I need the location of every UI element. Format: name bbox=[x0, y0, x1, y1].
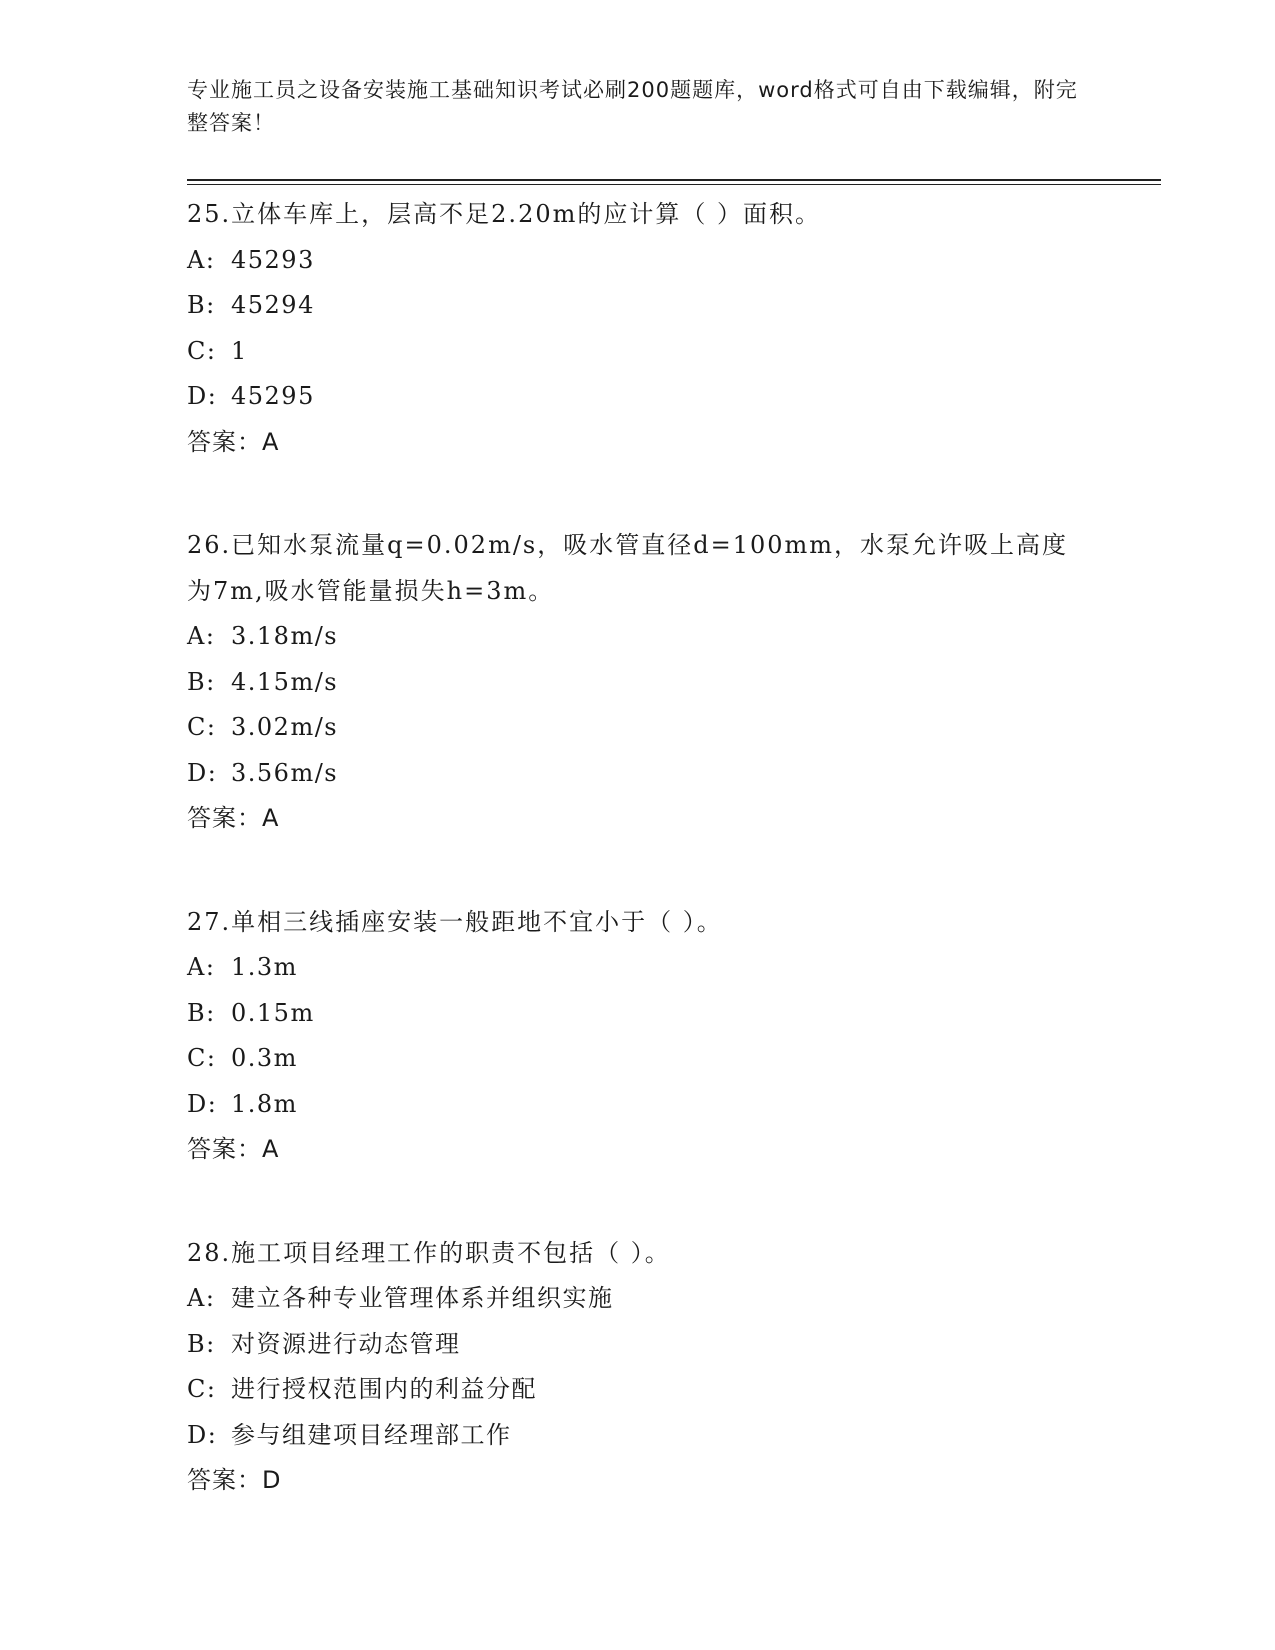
question-25 bbox=[187, 192, 1087, 465]
answer-label: 答案：A bbox=[187, 804, 280, 832]
option-key: A: bbox=[187, 622, 216, 650]
option-b bbox=[187, 283, 1087, 329]
option-text: 45294 bbox=[231, 291, 315, 319]
option-b bbox=[187, 1322, 1087, 1368]
option-c bbox=[187, 1036, 1087, 1082]
option-text: 1 bbox=[231, 336, 248, 365]
header-divider-thin bbox=[187, 184, 1161, 185]
option-text: 1.3m bbox=[231, 953, 298, 981]
option-key: B: bbox=[187, 667, 216, 696]
question-text: 25.立体车库上，层高不足2.20m的应计算（ ）面积。 bbox=[187, 200, 821, 228]
option-key: C: bbox=[187, 336, 217, 365]
option-key: D: bbox=[187, 382, 218, 410]
option-text: 1.8m bbox=[231, 1089, 298, 1118]
question-text: 28.施工项目经理工作的职责不包括（ ）。 bbox=[187, 1238, 671, 1267]
option-text: 对资源进行动态管理 bbox=[231, 1329, 461, 1358]
header-title: 专业施工员之设备安装施工基础知识考试必刷200题题库，word格式可自由下载编辑，附完整答案！ bbox=[187, 78, 1078, 135]
answer-label: 答案：D bbox=[187, 1466, 282, 1494]
option-a bbox=[187, 945, 1087, 991]
option-key: D: bbox=[187, 758, 218, 787]
option-text: 参与组建项目经理部工作 bbox=[231, 1420, 512, 1449]
option-c bbox=[187, 329, 1087, 375]
document-header bbox=[187, 74, 1087, 140]
option-key: A: bbox=[187, 245, 216, 274]
option-key: A: bbox=[187, 1284, 216, 1312]
option-text: 3.18m/s bbox=[231, 622, 339, 650]
option-a bbox=[187, 614, 1087, 660]
option-text: 3.02m/s bbox=[231, 713, 339, 741]
option-text: 0.15m bbox=[231, 998, 315, 1027]
option-d bbox=[187, 1082, 1087, 1128]
question-text: 26.已知水泵流量q=0.02m/s，吸水管直径d=100mm，水泵允许吸上高度为7m,吸水管能量损失h=3m。 bbox=[187, 531, 1069, 605]
question-text: 27.单相三线插座安装一般距地不宜小于（ ）。 bbox=[187, 907, 723, 936]
option-a bbox=[187, 1276, 1087, 1322]
option-text: 4.15m/s bbox=[231, 667, 339, 696]
option-d bbox=[187, 374, 1087, 420]
option-d bbox=[187, 751, 1087, 797]
option-c bbox=[187, 1367, 1087, 1413]
option-key: D: bbox=[187, 1420, 218, 1449]
question-list bbox=[187, 192, 1087, 1562]
answer-label: 答案：A bbox=[187, 427, 280, 456]
option-text: 进行授权范围内的利益分配 bbox=[231, 1375, 537, 1403]
option-key: D: bbox=[187, 1089, 218, 1118]
option-key: C: bbox=[187, 713, 217, 741]
option-key: B: bbox=[187, 1329, 216, 1358]
option-key: A: bbox=[187, 953, 216, 981]
question-28 bbox=[187, 1231, 1087, 1504]
option-key: C: bbox=[187, 1044, 217, 1072]
option-text: 45293 bbox=[231, 245, 315, 274]
option-a bbox=[187, 238, 1087, 284]
option-d bbox=[187, 1413, 1087, 1459]
option-c bbox=[187, 705, 1087, 751]
question-26 bbox=[187, 523, 1087, 842]
option-b bbox=[187, 660, 1087, 706]
option-b bbox=[187, 991, 1087, 1037]
option-text: 建立各种专业管理体系并组织实施 bbox=[231, 1284, 614, 1312]
answer-label: 答案：A bbox=[187, 1135, 280, 1163]
option-key: C: bbox=[187, 1375, 217, 1403]
option-key: B: bbox=[187, 998, 216, 1027]
option-text: 3.56m/s bbox=[231, 758, 339, 787]
header-divider-thick bbox=[187, 179, 1161, 181]
option-key: B: bbox=[187, 291, 216, 319]
question-27 bbox=[187, 900, 1087, 1173]
option-text: 0.3m bbox=[231, 1044, 298, 1072]
option-text: 45295 bbox=[231, 382, 315, 410]
